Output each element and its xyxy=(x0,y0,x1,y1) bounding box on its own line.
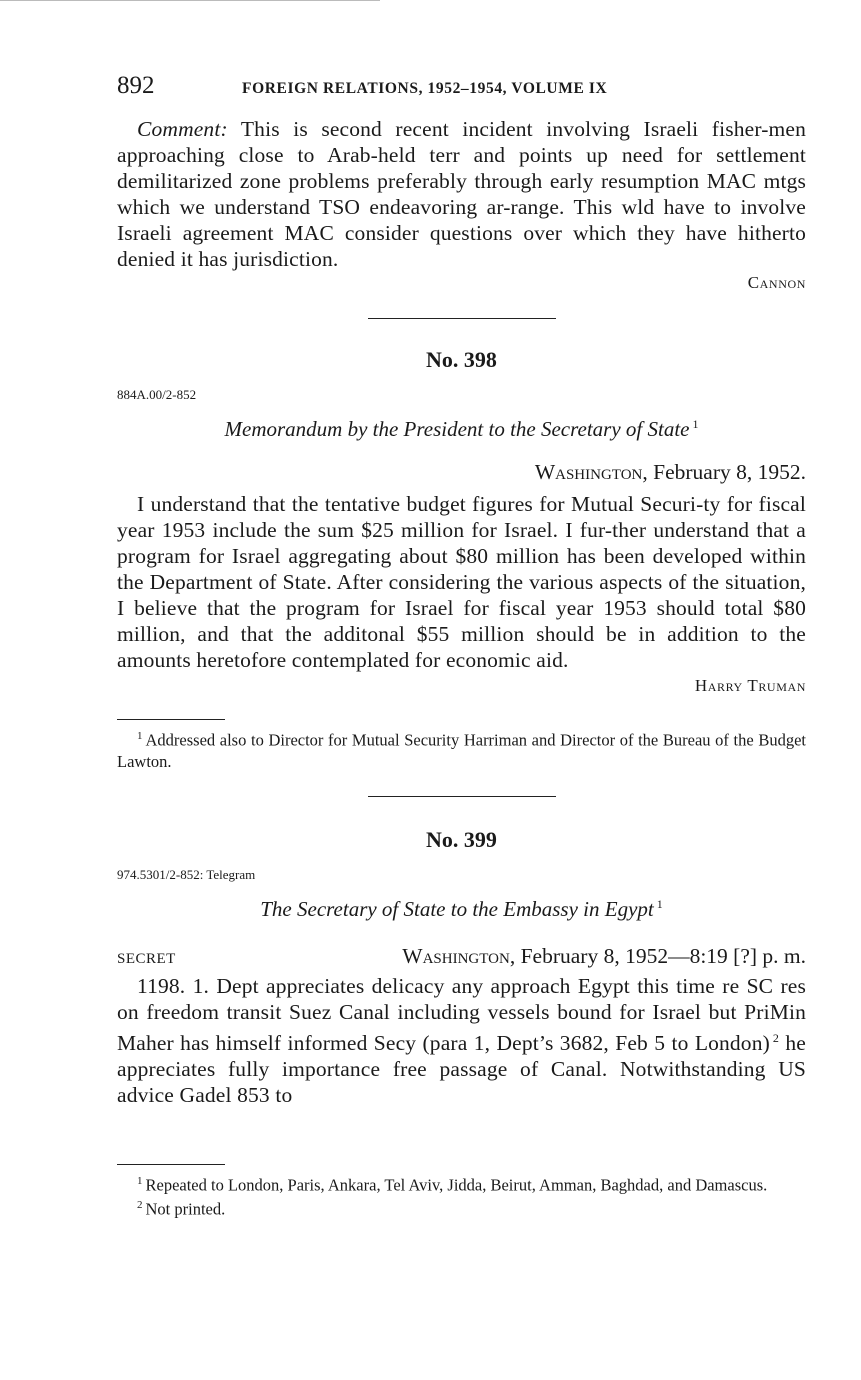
signature-cannon: Cannon xyxy=(747,273,806,292)
document-title-399 xyxy=(117,897,806,922)
body-footnote-mark-399: 2 xyxy=(772,1030,780,1045)
section-separator xyxy=(368,796,556,797)
place-399: Washington xyxy=(402,943,510,968)
footnote-text-398: Addressed also to Director for Mutual Security Harriman and Director of the Bureau of the Budget Lawton. xyxy=(117,730,806,771)
page-header xyxy=(117,72,806,104)
title-footnote-mark-399: 1 xyxy=(656,896,663,911)
place-398: Washington xyxy=(534,460,643,484)
comment-text: This is second recent incident involving Israeli fisher-men approaching close to Arab-held terr and points up need for settlement demilitarized zone problems preferably through early resumption MAC mtgs which we understand TSO endeavoring ar-range. This wld have to involve Israeli agreement MAC consider questions over which they have hitherto denied it has jurisdiction. xyxy=(117,117,806,271)
comment-label: Comment: xyxy=(137,117,228,141)
signature-truman: Harry Truman xyxy=(694,676,806,695)
dateline-398 xyxy=(117,460,806,485)
file-reference-399: 974.5301/2-852: Telegram xyxy=(117,866,256,882)
top-edge-rule xyxy=(0,0,380,1)
document-title-398 xyxy=(117,417,806,442)
body-399-part1: 1198. 1. Dept appreciates delicacy any approach Egypt this time re SC res on freedom transit Suez Canal including vessels bound for Israel but PriMin Maher has himself informed Secy (para 1, Dept’s 3682, Feb 5 to London) xyxy=(117,973,806,1055)
dateline-399 xyxy=(402,944,806,969)
document-number-398: No. 398 xyxy=(426,347,497,372)
body-399 xyxy=(117,973,806,1108)
section-separator xyxy=(368,318,556,319)
date-398: , February 8, 1952. xyxy=(642,460,806,484)
file-reference-398: 884A.00/2-852 xyxy=(117,387,197,402)
running-title: FOREIGN RELATIONS, 1952–1954, VOLUME IX xyxy=(242,80,608,97)
document-page xyxy=(117,72,806,1220)
title-text-399: The Secretary of State to the Embassy in Egypt xyxy=(260,896,654,921)
footnote-398 xyxy=(117,726,806,772)
footnote-text-399-1: Repeated to London, Paris, Ankara, Tel Aviv, Jidda, Beirut, Amman, Baghdad, and Damascus. xyxy=(145,1175,768,1195)
footnote-rule-399 xyxy=(117,1164,225,1165)
page-number: 892 xyxy=(117,72,155,99)
footnote-mark-399-1: 1 xyxy=(137,1174,143,1187)
body-398: I understand that the tentative budget figures for Mutual Securi-ty for fiscal year 1953 include the sum $25 million for Israel. I fur-ther understand that a program for Israel aggregating about $80 million has been developed within the Department of State. After considering the various aspects of the situation, I believe that the program for Israel for fiscal year 1953 should total $80 million, and that the additonal $55 million should be in addition to the amounts heretofore contemplated for economic aid. xyxy=(117,492,806,672)
footnote-mark-398: 1 xyxy=(137,730,143,742)
footnote-mark-399-2: 2 xyxy=(137,1199,143,1212)
document-number-399: No. 399 xyxy=(426,826,497,852)
classification-dateline-399 xyxy=(117,944,806,969)
date-399: , February 8, 1952—8:19 [?] p. m. xyxy=(509,943,806,968)
footnote-399-1 xyxy=(117,1171,806,1196)
title-text-398: Memorandum by the President to the Secretary of State xyxy=(224,417,690,441)
footnote-399-2 xyxy=(117,1195,806,1220)
comment-paragraph xyxy=(117,116,806,272)
footnote-text-399-2: Not printed. xyxy=(145,1199,226,1219)
classification-label: SECRET xyxy=(117,950,176,967)
footnote-rule-398 xyxy=(117,719,225,720)
body-399-part2: he appreciates fully importance free passage of Canal. Notwithstanding US advice Gadel 853 to xyxy=(117,1030,806,1107)
title-footnote-mark-398: 1 xyxy=(692,417,699,431)
